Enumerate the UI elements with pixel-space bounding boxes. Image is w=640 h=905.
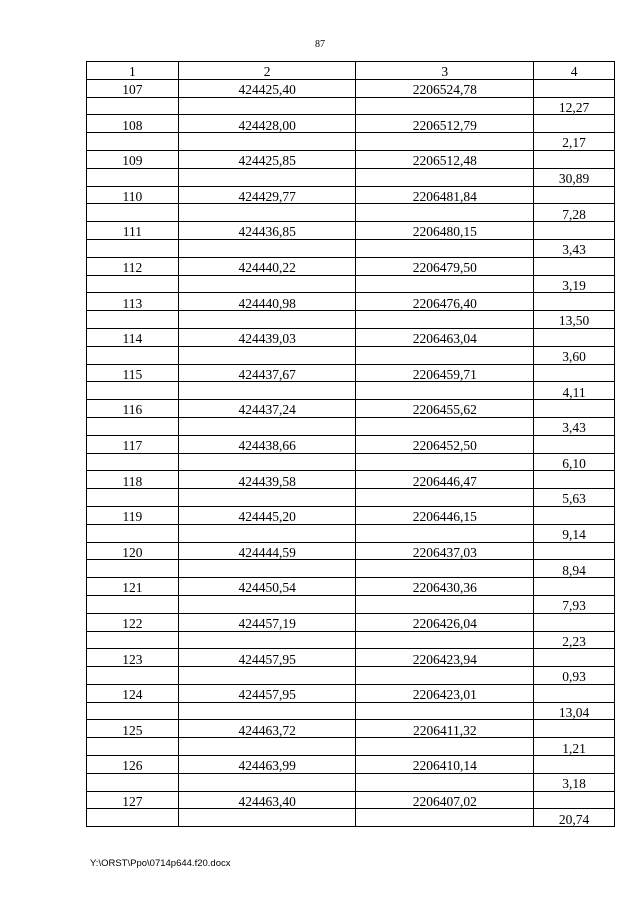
- table-row-distance: [87, 382, 615, 400]
- column-header: 2: [178, 62, 356, 80]
- table-row-distance: [87, 489, 615, 507]
- column-header: 3: [356, 62, 534, 80]
- empty-cell: [87, 275, 179, 293]
- table-row-point: [87, 222, 615, 240]
- point-number-cell: 107: [87, 79, 179, 97]
- segment-length-cell: 4,11: [534, 382, 615, 400]
- point-number-cell: 115: [87, 364, 179, 382]
- table-row-distance: [87, 560, 615, 578]
- empty-cell: [87, 631, 179, 649]
- empty-cell: [178, 453, 356, 471]
- empty-cell: [178, 702, 356, 720]
- table-row-distance: [87, 453, 615, 471]
- empty-cell: [178, 275, 356, 293]
- empty-cell: [356, 239, 534, 257]
- point-number-cell: 124: [87, 684, 179, 702]
- empty-cell: [87, 560, 179, 578]
- point-number-cell: 117: [87, 435, 179, 453]
- point-y-coordinate-cell: 2206407,02: [356, 791, 534, 809]
- empty-cell: [87, 204, 179, 222]
- table-row-distance: [87, 631, 615, 649]
- empty-cell: [178, 311, 356, 329]
- point-x-coordinate-cell: 424457,95: [178, 684, 356, 702]
- empty-cell: [356, 382, 534, 400]
- empty-cell: [356, 417, 534, 435]
- empty-cell: [178, 346, 356, 364]
- point-x-coordinate-cell: 424440,98: [178, 293, 356, 311]
- table-row-distance: [87, 809, 615, 827]
- point-x-coordinate-cell: 424463,40: [178, 791, 356, 809]
- point-number-cell: 110: [87, 186, 179, 204]
- empty-cell: [534, 720, 615, 738]
- point-y-coordinate-cell: 2206446,15: [356, 506, 534, 524]
- empty-cell: [87, 97, 179, 115]
- table-row-point: [87, 720, 615, 738]
- point-x-coordinate-cell: 424436,85: [178, 222, 356, 240]
- point-y-coordinate-cell: 2206512,48: [356, 150, 534, 168]
- empty-cell: [87, 382, 179, 400]
- point-y-coordinate-cell: 2206459,71: [356, 364, 534, 382]
- table-row-point: [87, 613, 615, 631]
- column-header: 1: [87, 62, 179, 80]
- empty-cell: [534, 186, 615, 204]
- empty-cell: [178, 489, 356, 507]
- point-y-coordinate-cell: 2206463,04: [356, 328, 534, 346]
- point-y-coordinate-cell: 2206480,15: [356, 222, 534, 240]
- segment-length-cell: 8,94: [534, 560, 615, 578]
- point-x-coordinate-cell: 424425,85: [178, 150, 356, 168]
- table-row-point: [87, 756, 615, 774]
- point-x-coordinate-cell: 424445,20: [178, 506, 356, 524]
- point-x-coordinate-cell: 424463,72: [178, 720, 356, 738]
- table-row-distance: [87, 133, 615, 151]
- empty-cell: [178, 560, 356, 578]
- empty-cell: [178, 738, 356, 756]
- empty-cell: [534, 400, 615, 418]
- segment-length-cell: 20,74: [534, 809, 615, 827]
- segment-length-cell: 3,19: [534, 275, 615, 293]
- point-number-cell: 112: [87, 257, 179, 275]
- empty-cell: [178, 631, 356, 649]
- table-row-point: [87, 293, 615, 311]
- point-y-coordinate-cell: 2206423,94: [356, 649, 534, 667]
- empty-cell: [87, 524, 179, 542]
- table-row-distance: [87, 417, 615, 435]
- empty-cell: [87, 809, 179, 827]
- empty-cell: [534, 578, 615, 596]
- point-number-cell: 123: [87, 649, 179, 667]
- point-y-coordinate-cell: 2206524,78: [356, 79, 534, 97]
- coordinates-table: [86, 61, 615, 827]
- empty-cell: [534, 328, 615, 346]
- column-header: 4: [534, 62, 615, 80]
- point-y-coordinate-cell: 2206423,01: [356, 684, 534, 702]
- table-header-row: [87, 62, 615, 80]
- empty-cell: [178, 809, 356, 827]
- empty-cell: [356, 275, 534, 293]
- point-number-cell: 119: [87, 506, 179, 524]
- table-row-distance: [87, 524, 615, 542]
- point-number-cell: 122: [87, 613, 179, 631]
- point-x-coordinate-cell: 424425,40: [178, 79, 356, 97]
- table-row-point: [87, 186, 615, 204]
- point-y-coordinate-cell: 2206426,04: [356, 613, 534, 631]
- point-x-coordinate-cell: 424439,58: [178, 471, 356, 489]
- file-path-footer: Y:\ORST\Ppo\0714p644.f20.docx: [90, 858, 231, 869]
- segment-length-cell: 9,14: [534, 524, 615, 542]
- table-row-point: [87, 364, 615, 382]
- point-x-coordinate-cell: 424439,03: [178, 328, 356, 346]
- segment-length-cell: 6,10: [534, 453, 615, 471]
- empty-cell: [534, 257, 615, 275]
- point-y-coordinate-cell: 2206446,47: [356, 471, 534, 489]
- point-x-coordinate-cell: 424463,99: [178, 756, 356, 774]
- point-number-cell: 114: [87, 328, 179, 346]
- empty-cell: [356, 204, 534, 222]
- table-row-point: [87, 791, 615, 809]
- table-row-point: [87, 400, 615, 418]
- empty-cell: [534, 791, 615, 809]
- table-row-distance: [87, 667, 615, 685]
- point-y-coordinate-cell: 2206476,40: [356, 293, 534, 311]
- segment-length-cell: 2,17: [534, 133, 615, 151]
- empty-cell: [178, 168, 356, 186]
- empty-cell: [534, 79, 615, 97]
- empty-cell: [87, 773, 179, 791]
- empty-cell: [87, 702, 179, 720]
- empty-cell: [356, 168, 534, 186]
- point-x-coordinate-cell: 424457,95: [178, 649, 356, 667]
- empty-cell: [178, 204, 356, 222]
- empty-cell: [87, 168, 179, 186]
- point-x-coordinate-cell: 424429,77: [178, 186, 356, 204]
- point-x-coordinate-cell: 424450,54: [178, 578, 356, 596]
- empty-cell: [356, 453, 534, 471]
- table-row-distance: [87, 204, 615, 222]
- table-row-point: [87, 79, 615, 97]
- point-x-coordinate-cell: 424438,66: [178, 435, 356, 453]
- empty-cell: [178, 133, 356, 151]
- empty-cell: [178, 417, 356, 435]
- table-row-point: [87, 435, 615, 453]
- point-number-cell: 120: [87, 542, 179, 560]
- empty-cell: [534, 542, 615, 560]
- segment-length-cell: 3,60: [534, 346, 615, 364]
- empty-cell: [356, 631, 534, 649]
- point-y-coordinate-cell: 2206481,84: [356, 186, 534, 204]
- table-row-point: [87, 506, 615, 524]
- table-row-distance: [87, 738, 615, 756]
- segment-length-cell: 0,93: [534, 667, 615, 685]
- empty-cell: [178, 595, 356, 613]
- empty-cell: [87, 239, 179, 257]
- empty-cell: [178, 382, 356, 400]
- empty-cell: [87, 738, 179, 756]
- table-row-distance: [87, 595, 615, 613]
- point-x-coordinate-cell: 424444,59: [178, 542, 356, 560]
- point-number-cell: 125: [87, 720, 179, 738]
- point-x-coordinate-cell: 424437,24: [178, 400, 356, 418]
- table-row-distance: [87, 168, 615, 186]
- table-row-distance: [87, 346, 615, 364]
- empty-cell: [178, 239, 356, 257]
- point-y-coordinate-cell: 2206452,50: [356, 435, 534, 453]
- empty-cell: [356, 346, 534, 364]
- table-row-distance: [87, 702, 615, 720]
- segment-length-cell: 5,63: [534, 489, 615, 507]
- empty-cell: [87, 595, 179, 613]
- empty-cell: [534, 506, 615, 524]
- segment-length-cell: 1,21: [534, 738, 615, 756]
- empty-cell: [534, 150, 615, 168]
- segment-length-cell: 13,04: [534, 702, 615, 720]
- empty-cell: [87, 346, 179, 364]
- table-row-point: [87, 115, 615, 133]
- point-x-coordinate-cell: 424428,00: [178, 115, 356, 133]
- table-row-point: [87, 257, 615, 275]
- point-number-cell: 113: [87, 293, 179, 311]
- table-row-distance: [87, 773, 615, 791]
- point-y-coordinate-cell: 2206410,14: [356, 756, 534, 774]
- point-y-coordinate-cell: 2206512,79: [356, 115, 534, 133]
- point-x-coordinate-cell: 424440,22: [178, 257, 356, 275]
- point-number-cell: 111: [87, 222, 179, 240]
- empty-cell: [534, 471, 615, 489]
- empty-cell: [356, 97, 534, 115]
- point-number-cell: 108: [87, 115, 179, 133]
- segment-length-cell: 7,28: [534, 204, 615, 222]
- point-number-cell: 118: [87, 471, 179, 489]
- table-row-point: [87, 471, 615, 489]
- point-number-cell: 109: [87, 150, 179, 168]
- empty-cell: [87, 489, 179, 507]
- empty-cell: [178, 97, 356, 115]
- empty-cell: [356, 667, 534, 685]
- table-row-distance: [87, 311, 615, 329]
- empty-cell: [178, 773, 356, 791]
- empty-cell: [534, 115, 615, 133]
- point-number-cell: 116: [87, 400, 179, 418]
- point-number-cell: 126: [87, 756, 179, 774]
- empty-cell: [356, 702, 534, 720]
- point-x-coordinate-cell: 424437,67: [178, 364, 356, 382]
- empty-cell: [356, 560, 534, 578]
- segment-length-cell: 2,23: [534, 631, 615, 649]
- empty-cell: [356, 311, 534, 329]
- point-number-cell: 127: [87, 791, 179, 809]
- empty-cell: [87, 311, 179, 329]
- empty-cell: [178, 667, 356, 685]
- segment-length-cell: 7,93: [534, 595, 615, 613]
- page-number: 87: [315, 39, 325, 50]
- table-row-point: [87, 542, 615, 560]
- empty-cell: [178, 524, 356, 542]
- table-row-distance: [87, 97, 615, 115]
- empty-cell: [356, 595, 534, 613]
- empty-cell: [534, 613, 615, 631]
- empty-cell: [356, 773, 534, 791]
- point-number-cell: 121: [87, 578, 179, 596]
- empty-cell: [534, 649, 615, 667]
- segment-length-cell: 3,18: [534, 773, 615, 791]
- point-x-coordinate-cell: 424457,19: [178, 613, 356, 631]
- segment-length-cell: 30,89: [534, 168, 615, 186]
- empty-cell: [356, 738, 534, 756]
- table-row-point: [87, 150, 615, 168]
- table-row-point: [87, 684, 615, 702]
- point-y-coordinate-cell: 2206455,62: [356, 400, 534, 418]
- empty-cell: [356, 489, 534, 507]
- empty-cell: [87, 667, 179, 685]
- table-row-point: [87, 578, 615, 596]
- empty-cell: [534, 293, 615, 311]
- point-y-coordinate-cell: 2206437,03: [356, 542, 534, 560]
- segment-length-cell: 3,43: [534, 239, 615, 257]
- segment-length-cell: 13,50: [534, 311, 615, 329]
- table-row-point: [87, 649, 615, 667]
- empty-cell: [534, 684, 615, 702]
- point-y-coordinate-cell: 2206411,32: [356, 720, 534, 738]
- empty-cell: [87, 453, 179, 471]
- table-row-point: [87, 328, 615, 346]
- segment-length-cell: 12,27: [534, 97, 615, 115]
- empty-cell: [534, 756, 615, 774]
- empty-cell: [356, 809, 534, 827]
- point-y-coordinate-cell: 2206430,36: [356, 578, 534, 596]
- empty-cell: [534, 364, 615, 382]
- empty-cell: [87, 133, 179, 151]
- empty-cell: [356, 524, 534, 542]
- empty-cell: [534, 435, 615, 453]
- segment-length-cell: 3,43: [534, 417, 615, 435]
- table-row-distance: [87, 239, 615, 257]
- point-y-coordinate-cell: 2206479,50: [356, 257, 534, 275]
- empty-cell: [87, 417, 179, 435]
- empty-cell: [534, 222, 615, 240]
- table-row-distance: [87, 275, 615, 293]
- empty-cell: [356, 133, 534, 151]
